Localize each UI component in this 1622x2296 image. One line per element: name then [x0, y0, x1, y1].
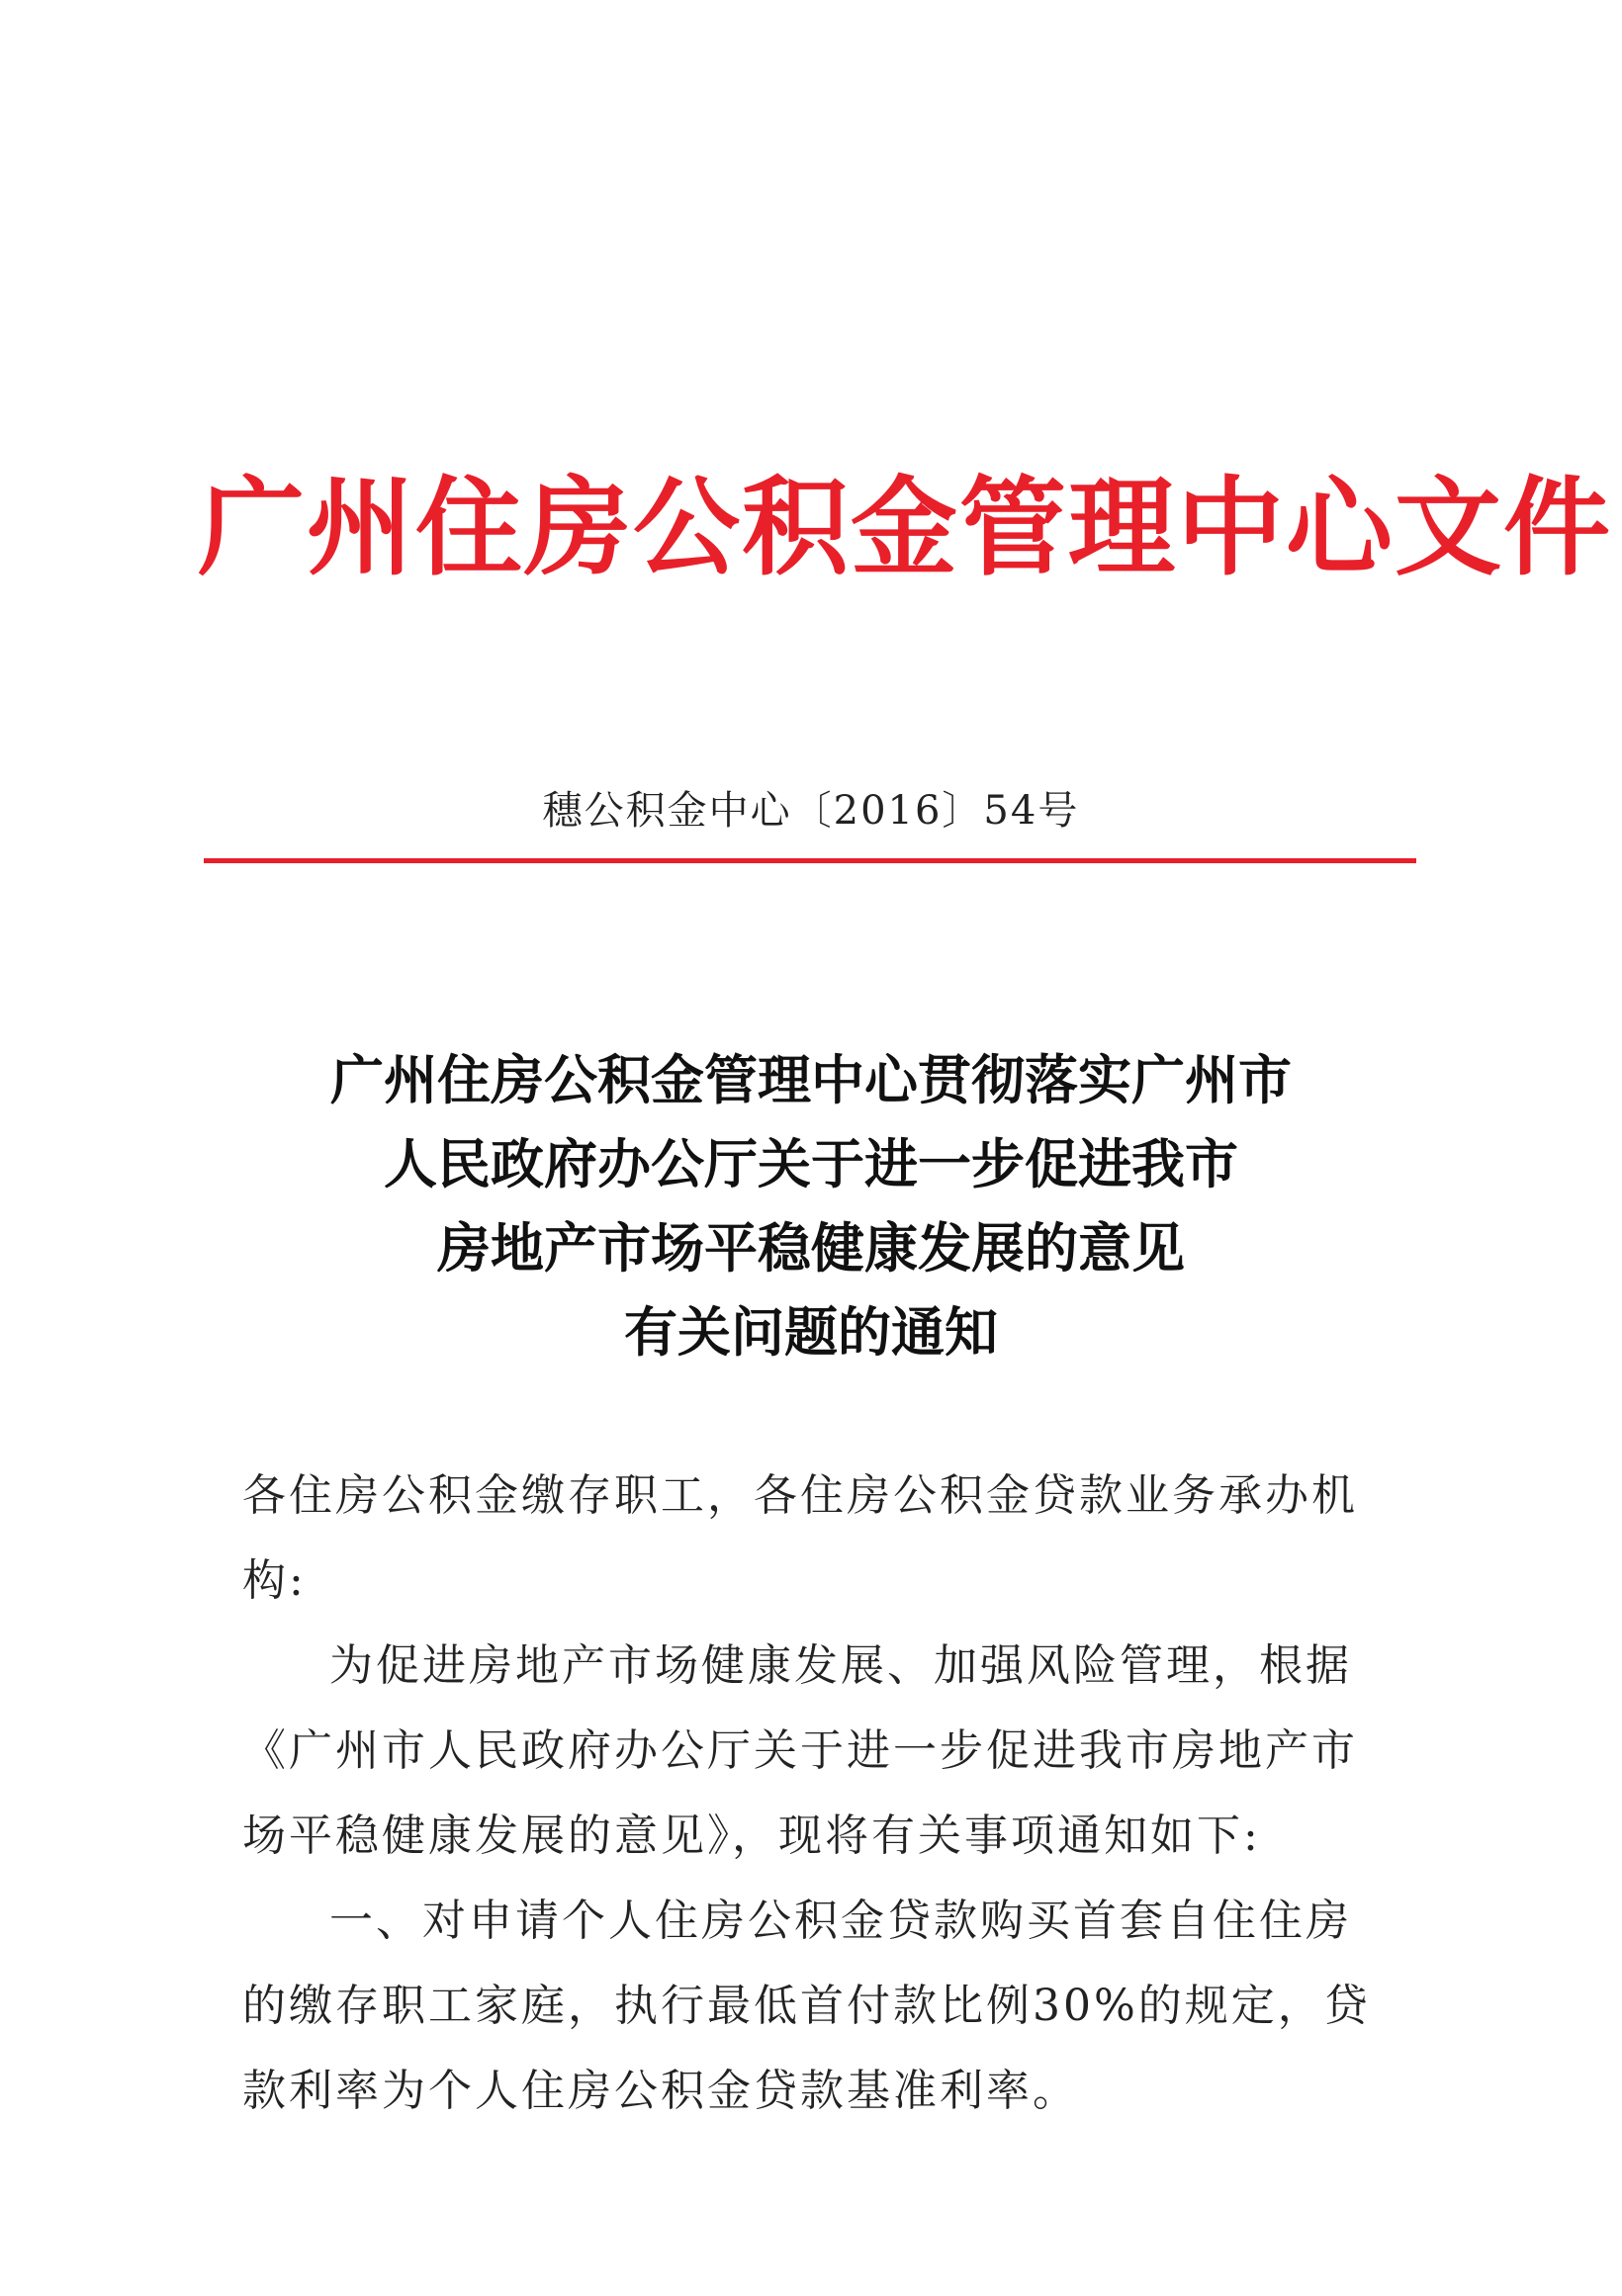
salutation: 各住房公积金缴存职工，各住房公积金贷款业务承办机构:	[242, 1470, 1358, 1606]
body-text	[242, 1454, 1380, 2134]
document-number: 穗公积金中心〔2016〕54号	[542, 788, 1080, 834]
title-line-2: 人民政府办公厅关于进一步促进我市	[384, 1133, 1238, 1195]
red-divider	[204, 858, 1416, 863]
paragraph-intro: 为促进房地产市场健康发展、加强风险管理，根据《广州市人民政府办公厅关于进一步促进我市房地产市场平稳健康发展的意见》，现将有关事项通知如下:	[242, 1640, 1358, 1861]
masthead-title: 广州住房公积金管理中心文件	[198, 467, 1613, 590]
title-line-4: 有关问题的通知	[624, 1301, 998, 1364]
title-line-1: 广州住房公积金管理中心贯彻落实广州市	[330, 1049, 1292, 1111]
title-line-3: 房地产市场平稳健康发展的意见	[437, 1217, 1185, 1280]
paragraph-item-1: 一、对申请个人住房公积金贷款购买首套自住住房的缴存职工家庭，执行最低首付款比例30%的规定，贷款利率为个人住房公积金贷款基准利率。	[242, 1896, 1371, 2116]
notice-title	[198, 1038, 1424, 1374]
